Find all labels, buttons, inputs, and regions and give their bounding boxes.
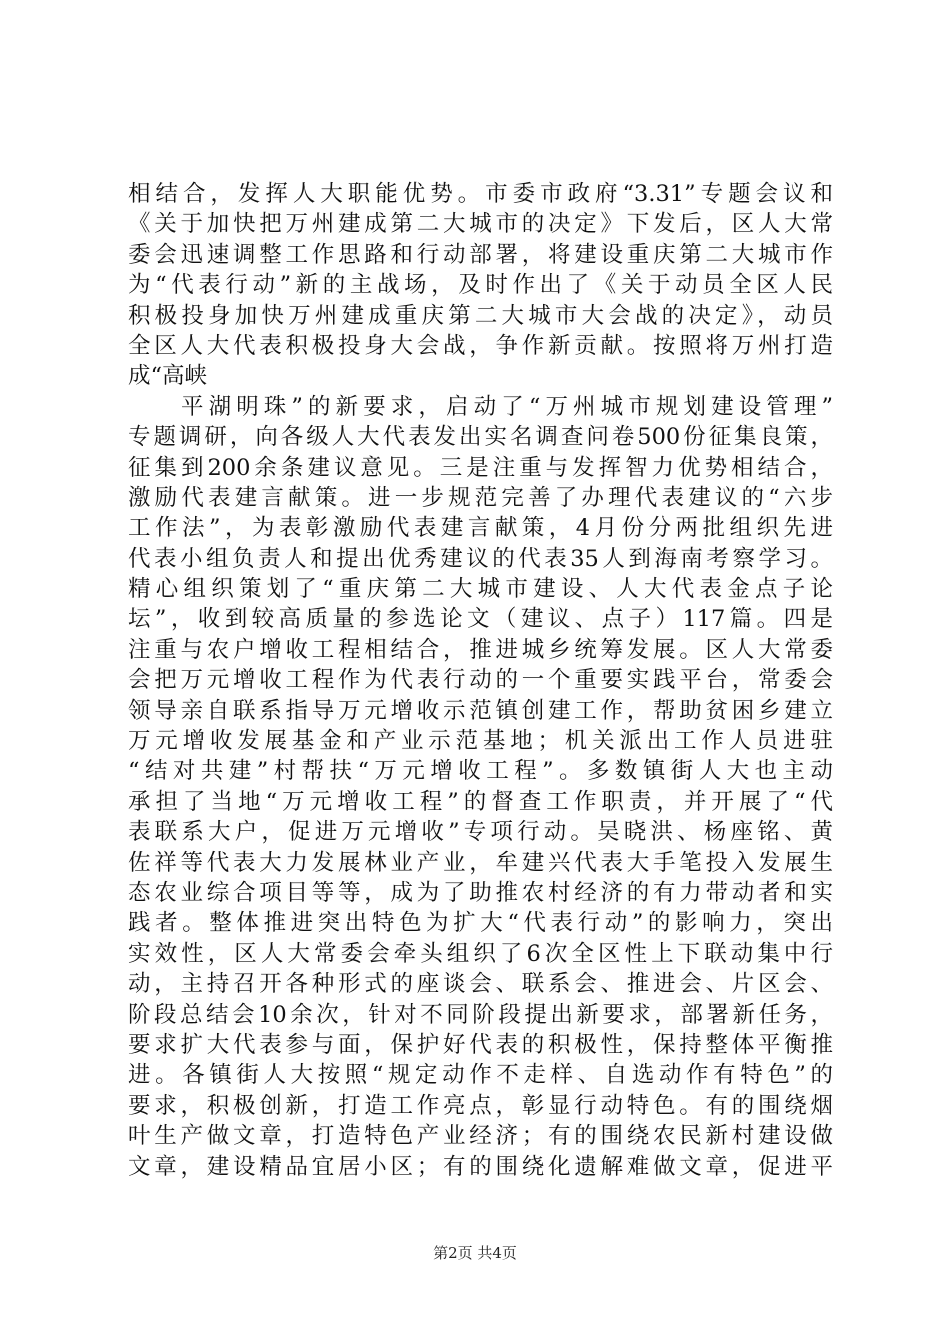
text-line: 实效性，区人大常委会牵头组织了6次全区性上下联动集中行 — [128, 940, 833, 967]
text-line: 文章，建设精品宜居小区；有的围绕化遗解难做文章，促进平 — [128, 1153, 833, 1180]
text-line: 态农业综合项目等等，成为了助推农村经济的有力带动者和实 — [128, 879, 833, 906]
paragraph-1 — [128, 179, 833, 392]
text-line: 要求扩大代表参与面，保护好代表的积极性，保持整体平衡推 — [128, 1031, 833, 1058]
text-line: “结对共建”村帮扶“万元增收工程”。多数镇街人大也主动 — [128, 758, 833, 785]
text-line: 为“代表行动”新的主战场，及时作出了《关于动员全区人民 — [128, 272, 833, 299]
text-line: 代表小组负责人和提出优秀建议的代表35人到海南考察学习。 — [128, 545, 833, 572]
text-line: 精心组织策划了“重庆第二大城市建设、人大代表金点子论 — [128, 576, 833, 603]
text-line: 叶生产做文章，打造特色产业经济；有的围绕农民新村建设做 — [128, 1123, 833, 1150]
document-body — [128, 179, 833, 1182]
text-line: 要求，积极创新，打造工作亮点，彰显行动特色。有的围绕烟 — [128, 1092, 833, 1119]
page-number-footer: 第2页 共4页 — [433, 1244, 517, 1262]
text-line: 进。各镇街人大按照“规定动作不走样、自选动作有特色”的 — [128, 1062, 833, 1089]
text-line: 征集到200余条建议意见。三是注重与发挥智力优势相结合， — [128, 454, 833, 481]
text-line: 表联系大户，促进万元增收”专项行动。吴晓洪、杨座铭、黄 — [128, 819, 833, 846]
text-line: 激励代表建言献策。进一步规范完善了办理代表建议的“六步 — [128, 484, 833, 511]
text-line: 全区人大代表积极投身大会战，争作新贡献。按照将万州打造 — [128, 332, 833, 359]
text-line: 领导亲自联系指导万元增收示范镇创建工作，帮助贫困乡建立 — [128, 697, 833, 724]
text-line: 相结合，发挥人大职能优势。市委市政府“3.31”专题会议和 — [128, 181, 833, 207]
text-line: 积极投身加快万州建成重庆第二大城市大会战的决定》，动员 — [128, 302, 833, 329]
text-line: 平湖明珠”的新要求，启动了“万州城市规划建设管理” — [181, 393, 833, 420]
text-line: 委会迅速调整工作思路和行动部署，将建设重庆第二大城市作 — [128, 241, 833, 268]
text-line: 专题调研，向各级人大代表发出实名调查问卷500份征集良策， — [128, 424, 833, 451]
text-line: 工作法”，为表彰激励代表建言献策，4月份分两批组织先进 — [128, 515, 833, 542]
text-line: 承担了当地“万元增收工程”的督查工作职责，并开展了“代 — [128, 788, 833, 815]
text-line: 佐祥等代表大力发展林业产业，牟建兴代表大手笔投入发展生 — [128, 849, 833, 876]
text-line: 成“高峡 — [128, 363, 208, 390]
text-line: 万元增收发展基金和产业示范基地；机关派出工作人员进驻 — [128, 728, 833, 755]
text-line: 《关于加快把万州建成第二大城市的决定》下发后，区人大常 — [128, 211, 833, 238]
text-line: 践者。整体推进突出特色为扩大“代表行动”的影响力，突出 — [128, 910, 833, 937]
text-line: 注重与农户增收工程相结合，推进城乡统筹发展。区人大常委 — [128, 636, 833, 663]
text-line: 动，主持召开各种形式的座谈会、联系会、推进会、片区会、 — [128, 971, 833, 998]
paragraph-2 — [128, 392, 833, 1182]
text-line: 会把万元增收工程作为代表行动的一个重要实践平台，常委会 — [128, 667, 833, 694]
text-line: 阶段总结会10余次，针对不同阶段提出新要求，部署新任务， — [128, 1001, 833, 1028]
text-line: 坛”，收到较高质量的参选论文（建议、点子）117篇。四是 — [128, 606, 833, 633]
